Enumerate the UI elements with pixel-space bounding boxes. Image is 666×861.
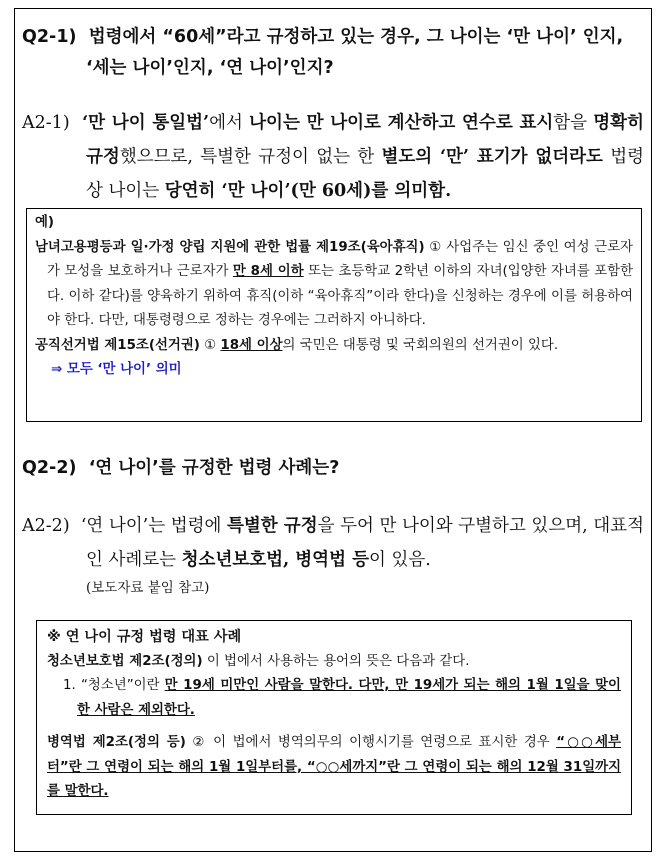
question-2-1 <box>22 22 644 84</box>
item-num: 1. <box>63 678 81 693</box>
law1-text-1: 사업주는 임신 중인 여성 근로자가 모성을 보호하거나 근로자가 <box>47 239 633 279</box>
law2-highlight: 18세 이상 <box>220 337 283 353</box>
law-equal-employment <box>35 236 633 334</box>
law1-name: 남녀고용평등과 일·가정 양립 지원에 관한 법률 제19조(육아휴직) <box>35 239 425 255</box>
a1-label: A2-1) <box>22 113 70 133</box>
a1-text-4: 함을 <box>553 113 594 133</box>
conclusion: ⇒ 모두 ‘만 나이’ 의미 <box>51 362 182 377</box>
a2-text-1: ‘연 나이’는 법령에 <box>80 516 227 536</box>
a1-text-6: 했으므로, 특별한 규정이 없는 한 <box>119 147 382 167</box>
a2-emph-4: 청소년보호법, 병역법 등 <box>181 550 369 570</box>
law1-text-3: 또는 초등학교 2학년 이하의 자녀(입양한 자녀를 포함한다. 이하 같다)를 양육하기 위하여 휴직(이하 “육아휴직”이라 한다)을 신청하는 경우에 이를 허용하여야 한다. 다만, 대통령령으로 정하는 경우에는 그러하지 아니하다. <box>47 264 634 328</box>
age-year-cases-box <box>36 620 632 815</box>
item-text-1: “청소년”이란 <box>80 678 165 693</box>
a1-emph-5: 명확히 규정 <box>86 113 644 167</box>
law2-num: ① <box>199 337 221 353</box>
answer-2-2 <box>22 509 644 577</box>
military-law-highlight: “○○세부터”란 그 연령이 되는 해의 1월 1일부터를, “○○세까지”란 그 연령이 되는 해의 12월 31일까지를 말한다. <box>47 735 621 799</box>
spacer <box>47 723 621 731</box>
youth-law-text: 이 법에서 사용하는 용어의 뜻은 다음과 같다. <box>202 653 470 669</box>
law2-name: 공직선거법 제15조(선거권) <box>35 337 200 353</box>
q1-text: 법령에서 “60세”라고 규정하고 있는 경우, 그 나이는 ‘만 나이’ 인지, ‘세는 나이’인지, ‘연 나이’인지? <box>86 27 624 78</box>
q2-label: Q2-2) <box>22 458 77 478</box>
youth-law-name: 청소년보호법 제2조(정의) <box>47 653 203 669</box>
q1-label: Q2-1) <box>22 27 77 47</box>
law1-highlight: 만 8세 이하 <box>232 264 304 279</box>
a1-emph-7: 별도의 ‘만’ 표기가 없더라도 <box>381 147 603 167</box>
a2-text-5: 이 있음. <box>368 550 431 570</box>
a1-text-8: 법령상 나이는 <box>86 147 645 201</box>
military-law-num: ② <box>185 735 214 750</box>
q2-text: ‘연 나이’를 규정한 법령 사례는? <box>88 458 340 478</box>
example-title: 예) <box>35 215 55 230</box>
a2-label: A2-2) <box>22 516 70 536</box>
law1-num: ① <box>424 239 447 255</box>
law-election <box>35 334 633 359</box>
a2-note: (보도자료 붙임 참고) <box>86 580 210 596</box>
law2-text: 의 국민은 대통령 및 국회의원의 선거권이 있다. <box>282 337 559 353</box>
a1-emph-3: 나이는 만 나이로 계산하고 연수로 표시 <box>249 113 554 133</box>
example-box <box>26 208 642 422</box>
youth-law-item-1 <box>47 674 621 723</box>
item-highlight: 만 19세 미만인 사람을 말한다. 다만, 만 19세가 되는 해의 1월 1일을 맞이한 사람은 제외한다. <box>77 678 621 718</box>
question-2-2 <box>22 453 644 484</box>
military-law-text: 이 법에서 병역의무의 이행시기를 연령으로 표시한 경우 <box>213 735 557 750</box>
military-law-name: 병역법 제2조(정의 등) <box>47 735 186 750</box>
a1-emph-9: 당연히 ‘만 나이’(만 60세)를 의미함. <box>164 181 452 201</box>
a2-text-3: 을 두어 만 나이와 구별하고 있으며, 대표적인 사례로는 <box>86 516 644 570</box>
answer-2-1 <box>22 106 644 208</box>
a1-text-2: 에서 <box>209 113 250 133</box>
law-military-service <box>47 731 621 805</box>
a1-emph-1: ‘만 나이 통일법’ <box>82 113 210 133</box>
law-youth-protection <box>47 650 621 675</box>
a2-emph-2: 특별한 규정 <box>226 516 318 536</box>
box2-title: ※ 연 나이 규정 법령 대표 사례 <box>47 629 242 645</box>
